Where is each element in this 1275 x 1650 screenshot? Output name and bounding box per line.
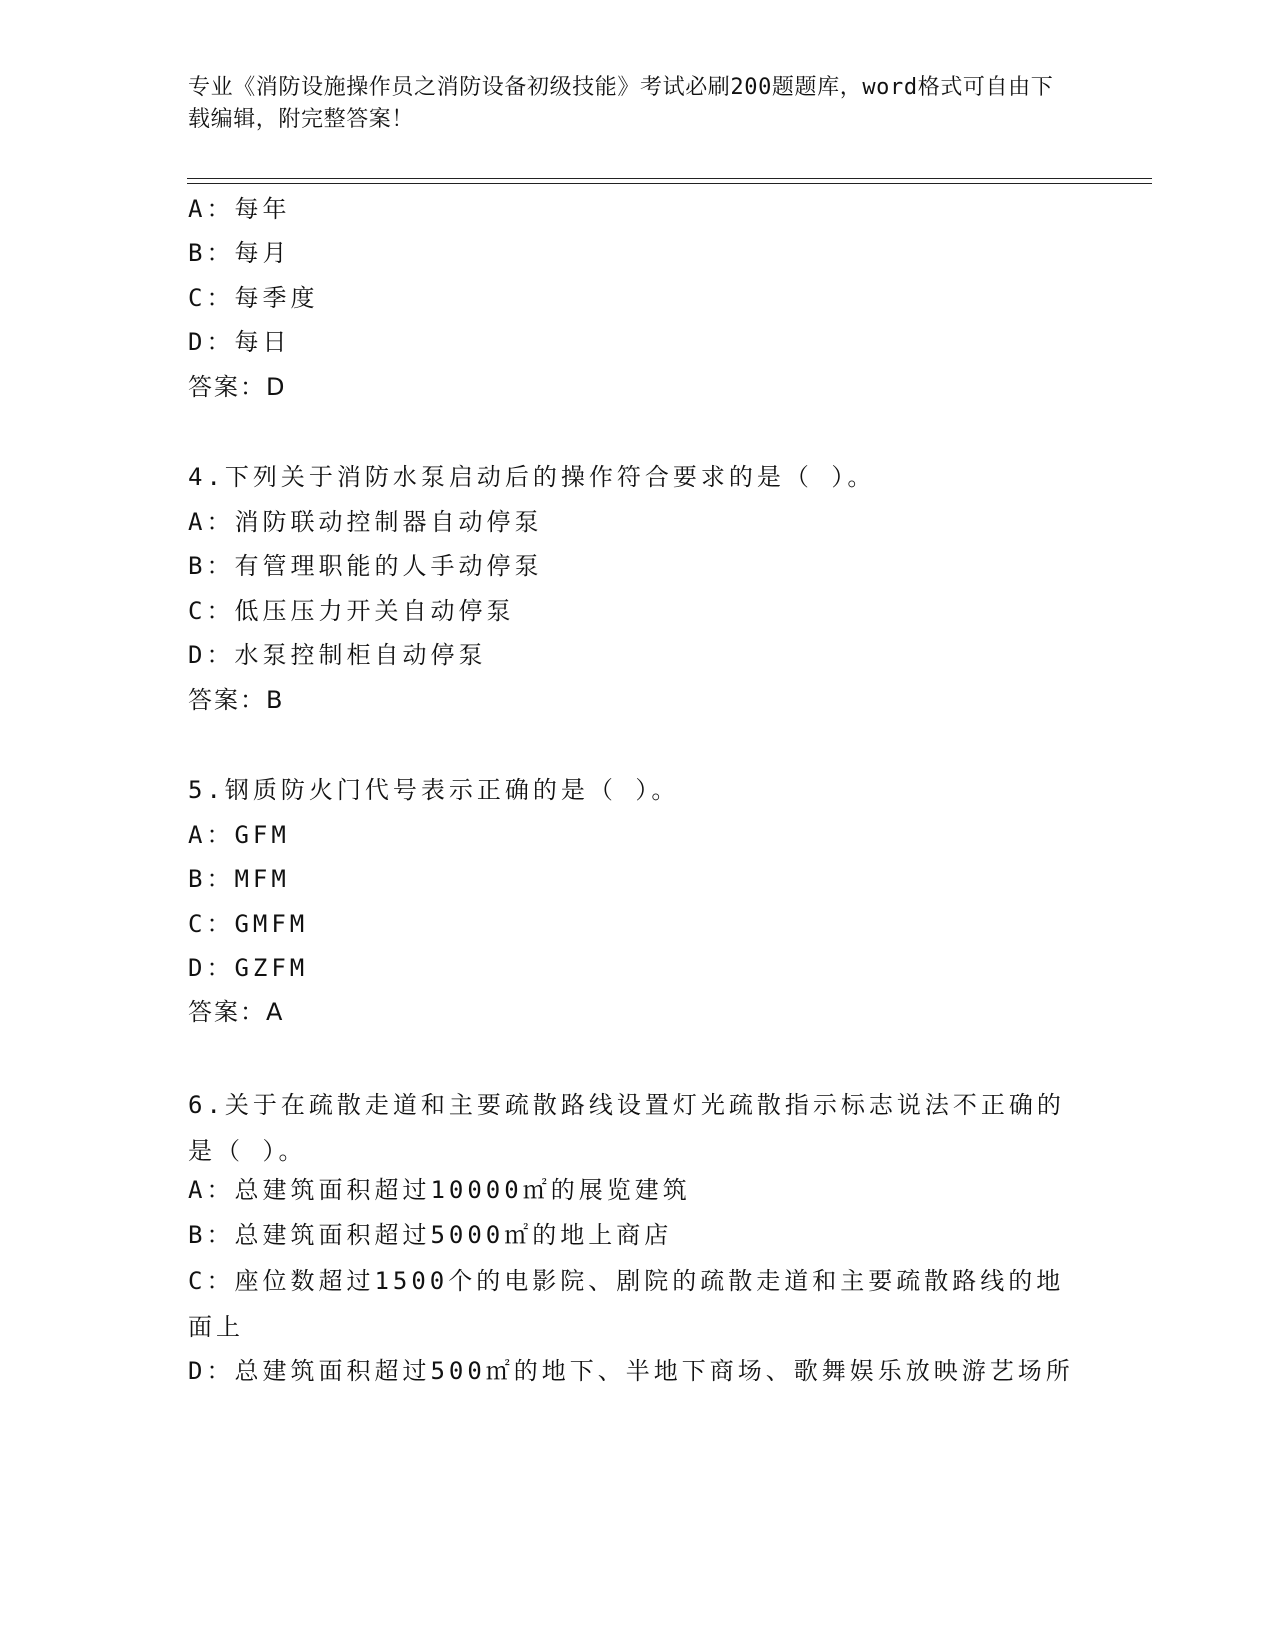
q6-option-a: A：总建筑面积超过10000㎡的展览建筑: [188, 1176, 691, 1204]
q4-option-c: C：低压压力开关自动停泵: [188, 597, 515, 625]
q4-option-b: B：有管理职能的人手动停泵: [188, 552, 543, 580]
q6-question: 6.关于在疏散走道和主要疏散路线设置灯光疏散指示标志说法不正确的是（ ）。: [188, 1091, 1065, 1165]
q5-option-c: C：GMFM: [188, 910, 309, 938]
q3-option-d: D：每日: [188, 328, 291, 356]
q5-answer: 答案：A: [188, 998, 285, 1026]
q4-option-a: A：消防联动控制器自动停泵: [188, 508, 543, 536]
header-divider-top: [187, 178, 1152, 179]
q5-option-b: B：MFM: [188, 865, 290, 893]
q3-option-c: C：每季度: [188, 284, 319, 312]
q6-option-b: B：总建筑面积超过5000㎡的地上商店: [188, 1221, 673, 1249]
document-header: 专业《消防设施操作员之消防设备初级技能》考试必刷200题题库，word格式可自由下载编辑，附完整答案！: [188, 75, 1054, 132]
q4-answer: 答案：B: [188, 686, 285, 714]
q5-option-a: A：GFM: [188, 821, 290, 849]
header-divider-bottom: [187, 183, 1152, 184]
q5-question: 5.钢质防火门代号表示正确的是（ ）。: [188, 776, 680, 804]
q4-question: 4.下列关于消防水泵启动后的操作符合要求的是（ ）。: [188, 463, 876, 491]
q4-option-d: D：水泵控制柜自动停泵: [188, 641, 487, 669]
q5-option-d: D：GZFM: [188, 954, 309, 982]
q3-option-a: A：每年: [188, 195, 291, 223]
q6-option-d: D：总建筑面积超过500㎡的地下、半地下商场、歌舞娱乐放映游艺场所: [188, 1357, 1074, 1385]
q6-option-c: C：座位数超过1500个的电影院、剧院的疏散走道和主要疏散路线的地面上: [188, 1267, 1065, 1341]
q3-option-b: B：每月: [188, 239, 291, 267]
q3-answer: 答案：D: [188, 373, 287, 401]
